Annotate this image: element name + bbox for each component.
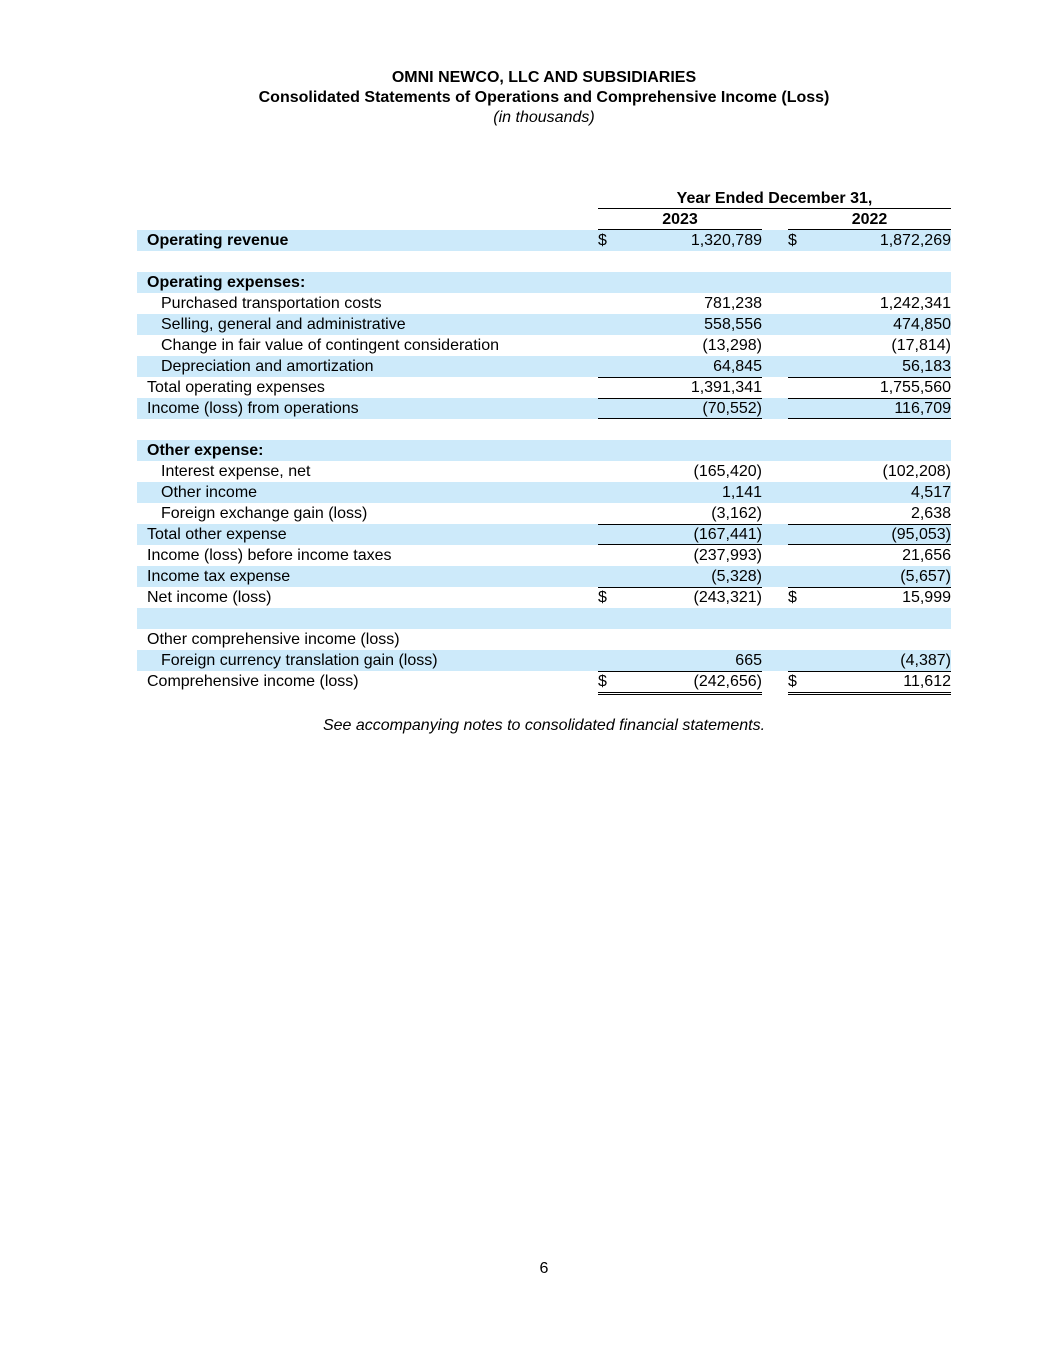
value: (95,053): [891, 526, 951, 543]
footnote: See accompanying notes to consolidated financial statements.: [322, 717, 766, 734]
cell-2023: [598, 650, 762, 671]
row-label: Operating revenue: [147, 232, 289, 249]
value: (4,387): [900, 652, 951, 669]
row-total-operating-expenses: [137, 377, 951, 398]
row-label: Income tax expense: [147, 568, 291, 585]
row-operating-revenue: [137, 230, 951, 251]
cell-2023: [598, 230, 762, 251]
cell-2023: [598, 398, 762, 419]
row-depreciation-amortization: [137, 356, 951, 377]
value: (243,321): [693, 589, 762, 606]
row-income-tax-expense: [137, 566, 951, 587]
cell-2022: [788, 524, 951, 545]
value: 15,999: [902, 589, 951, 606]
cell-2023: [598, 566, 762, 587]
currency-symbol: $: [598, 673, 607, 690]
year-header-row: [137, 209, 951, 230]
page-number: 6: [539, 1260, 549, 1277]
value: 2,638: [910, 505, 951, 522]
section-heading: Operating expenses:: [147, 274, 306, 291]
currency-symbol: $: [598, 232, 607, 249]
section-heading: Other comprehensive income (loss): [147, 631, 400, 648]
currency-symbol: $: [788, 232, 797, 249]
row-other-income: [137, 482, 951, 503]
value: (165,420): [693, 463, 762, 480]
value: (237,993): [693, 547, 762, 564]
cell-2022: [788, 566, 951, 587]
cell-2023: [598, 524, 762, 545]
cell-2023: [598, 293, 762, 314]
cell-2022: [788, 503, 951, 524]
cell-2022: [788, 482, 951, 503]
value: 21,656: [902, 547, 951, 564]
cell-2023: [598, 545, 762, 566]
cell-2023: [598, 503, 762, 524]
value: (167,441): [693, 526, 762, 543]
cell-2023: [598, 356, 762, 377]
value: (5,328): [711, 568, 762, 585]
period-header: Year Ended December 31,: [598, 188, 951, 209]
cell-2023: [598, 314, 762, 335]
row-total-other-expense: [137, 524, 951, 545]
value: 11,612: [903, 673, 951, 690]
row-label: Selling, general and administrative: [161, 316, 406, 333]
cell-2022: [788, 545, 951, 566]
period-header-row: [137, 188, 951, 209]
value: (13,298): [702, 337, 762, 354]
cell-2022: [788, 377, 951, 398]
row-label: Other income: [161, 484, 258, 501]
row-spacer: [137, 608, 951, 629]
statement-title: Consolidated Statements of Operations and Comprehensive Income (Loss): [258, 89, 830, 106]
row-income-from-operations: [137, 398, 951, 419]
cell-2022: [788, 650, 951, 671]
row-purchased-transportation: [137, 293, 951, 314]
value: (3,162): [711, 505, 762, 522]
statement-header: [0, 68, 1055, 128]
row-operating-expenses-heading: [137, 272, 951, 293]
currency-symbol: $: [788, 673, 797, 690]
currency-symbol: $: [788, 589, 797, 606]
cell-2023: [598, 377, 762, 398]
cell-2022: [788, 398, 951, 419]
section-heading: Other expense:: [147, 442, 264, 459]
value: (70,552): [702, 400, 762, 417]
row-label: Change in fair value of contingent consideration: [161, 337, 499, 354]
row-net-income: [137, 587, 951, 608]
value: 558,556: [704, 316, 762, 333]
value: 781,238: [704, 295, 762, 312]
cell-2022: [788, 461, 951, 482]
cell-2023: [598, 671, 762, 692]
value: (5,657): [900, 568, 951, 585]
cell-2022: [788, 671, 951, 692]
value: 1,872,269: [879, 232, 951, 249]
row-label: Foreign exchange gain (loss): [161, 505, 368, 522]
value: (102,208): [882, 463, 951, 480]
cell-2022: [788, 356, 951, 377]
row-label: Income (loss) from operations: [147, 400, 359, 417]
value: 56,183: [902, 358, 951, 375]
row-label: Total other expense: [147, 526, 287, 543]
value: (17,814): [891, 337, 951, 354]
value: 1,755,560: [879, 379, 951, 396]
row-comprehensive-income: [137, 671, 951, 692]
value: 1,391,341: [690, 379, 762, 396]
cell-2022: [788, 230, 951, 251]
value: 116,709: [894, 400, 951, 417]
cell-2023: [598, 482, 762, 503]
value: 64,845: [713, 358, 762, 375]
year-header-2022: 2022: [788, 209, 951, 230]
row-label: Net income (loss): [147, 589, 272, 606]
company-name: OMNI NEWCO, LLC AND SUBSIDIARIES: [391, 69, 697, 86]
cell-2022: [788, 314, 951, 335]
row-foreign-currency-translation: [137, 650, 951, 671]
income-statement-table: [137, 188, 951, 692]
row-other-expense-heading: [137, 440, 951, 461]
cell-2022: [788, 335, 951, 356]
value: 1,242,341: [879, 295, 951, 312]
currency-symbol: $: [598, 589, 607, 606]
row-contingent-consideration: [137, 335, 951, 356]
row-foreign-exchange: [137, 503, 951, 524]
value: 665: [735, 652, 762, 669]
value: 4,517: [910, 484, 951, 501]
year-header-2023: 2023: [598, 209, 762, 230]
row-label: Depreciation and amortization: [161, 358, 374, 375]
row-oci-heading: [137, 629, 951, 650]
row-income-before-taxes: [137, 545, 951, 566]
row-label: Comprehensive income (loss): [147, 673, 359, 690]
cell-2023: [598, 461, 762, 482]
cell-2022: [788, 587, 951, 608]
row-label: Interest expense, net: [161, 463, 311, 480]
value: 1,141: [721, 484, 762, 501]
row-sga: [137, 314, 951, 335]
value: 474,850: [893, 316, 951, 333]
value: 1,320,789: [690, 232, 762, 249]
cell-2023: [598, 335, 762, 356]
units-note: (in thousands): [493, 109, 595, 126]
row-label: Income (loss) before income taxes: [147, 547, 392, 564]
row-label: Purchased transportation costs: [161, 295, 382, 312]
row-interest-expense: [137, 461, 951, 482]
cell-2023: [598, 587, 762, 608]
cell-2022: [788, 293, 951, 314]
row-label: Foreign currency translation gain (loss): [161, 652, 438, 669]
row-label: Total operating expenses: [147, 379, 325, 396]
value: (242,656): [693, 673, 762, 690]
row-spacer: [137, 419, 951, 440]
row-spacer: [137, 251, 951, 272]
